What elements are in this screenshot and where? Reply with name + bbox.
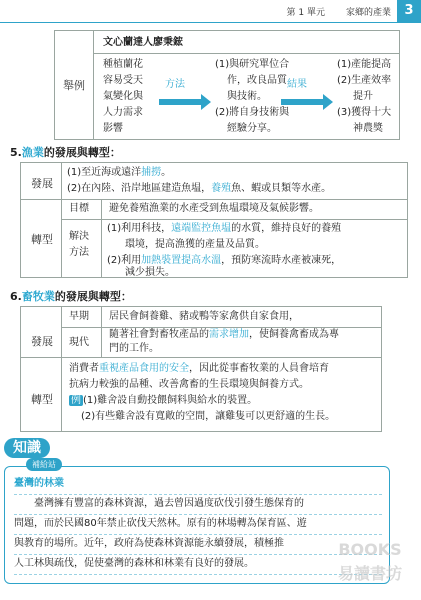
- knowledge-badge-sub: 補給站: [26, 458, 62, 471]
- fishery-col-divider: [61, 163, 62, 277]
- section-6-rest: 的發展與轉型：: [54, 290, 132, 303]
- fishery-goal-text: 避免養殖漁業的水產受到魚塭環境及氣候影響。: [109, 203, 319, 214]
- fishery-goal-divider: [61, 199, 407, 200]
- col3-line: 神農獎: [353, 123, 383, 134]
- livestock-modern-label: 現代: [69, 337, 89, 348]
- col3-line: 提升: [353, 91, 373, 102]
- fishery-transform-label: 轉型: [31, 233, 53, 246]
- page-number: 3: [397, 0, 421, 22]
- example-table: [54, 30, 400, 140]
- knowledge-line: 與教育的場所。近年，政府為使森林資源能永續發展，積極推: [14, 538, 284, 549]
- fishery-method-line: 環境，提高漁獲的產量及品質。: [125, 239, 265, 250]
- watermark-line1: BOOKS: [338, 540, 402, 559]
- fishery-method-label: 方法: [69, 247, 89, 258]
- livestock-col-divider: [61, 307, 62, 431]
- livestock-example-line: (2)有些雞舍設有寬敞的空間，讓雞隻可以更舒適的生長。: [81, 411, 336, 422]
- col1-line: 容易受天: [103, 75, 143, 86]
- livestock-develop-label: 發展: [31, 335, 53, 348]
- livestock-table: [20, 306, 382, 432]
- col2-line: 作，改良品質: [227, 75, 287, 86]
- livestock-transform-line: 抗病力較強的品種、改善禽畜的生長環境與飼養方式。: [69, 379, 309, 390]
- livestock-row-divider: [21, 357, 381, 358]
- col2-line: (2)將自身技術與: [215, 107, 290, 118]
- section-5-highlight: 漁業: [21, 146, 44, 159]
- col1-line: 氣變化與: [103, 91, 143, 102]
- fishery-method-label: 解決: [69, 231, 89, 242]
- result-arrow: [281, 93, 333, 111]
- unit-label: 第 1 單元: [286, 8, 325, 18]
- livestock-sub-col-divider: [101, 307, 102, 357]
- method-arrow: [159, 93, 211, 111]
- livestock-example-line: 例 (1)雞舍設自動投餵飼料與給水的裝置。: [71, 395, 258, 406]
- example-title-divider: [93, 53, 399, 54]
- knowledge-line: 人工林與疏伐，促使臺灣的森林和林業有良好的發展。: [14, 558, 254, 569]
- section-5-title: [10, 144, 121, 160]
- chapter-label: 家鄉的產業: [345, 8, 391, 18]
- knowledge-line: 問題，而於民國80年禁止砍伐天然林。原有的林場轉為保育區、遊: [14, 518, 307, 529]
- fishery-sub-col-divider: [101, 199, 102, 277]
- watermark-logo: [320, 460, 420, 600]
- fishery-method-line: (1)利用科技，遠端監控魚塭的水質，維持良好的養殖: [107, 223, 342, 234]
- fishery-method-line: (2)利用加熱裝置提高水溫，預防寒流時水產被凍死，: [107, 255, 342, 266]
- fishery-develop-line: (2)在內陸、沿岸地區建造魚塭，養殖魚、蝦或貝類等水產。: [67, 183, 332, 194]
- fishery-method-divider: [61, 219, 407, 220]
- section-5-num: 5.: [10, 146, 22, 159]
- fishery-method-line: 減少損失。: [125, 267, 175, 278]
- livestock-transform-line: 消費者重視產品食用的安全，因此從事畜牧業的人員會培育: [69, 363, 329, 374]
- knowledge-line: 臺灣擁有豐富的森林資源，過去曾因過度砍伐引發生態保育的: [34, 498, 304, 509]
- col2-line: (1)與研究單位合: [215, 59, 290, 70]
- example-divider: [93, 31, 94, 139]
- fishery-develop-label: 發展: [31, 177, 53, 190]
- livestock-early-label: 早期: [69, 311, 89, 322]
- col3-line: (1)產能提高: [337, 59, 392, 70]
- col3-line: (3)獲得十大: [337, 107, 392, 118]
- example-title: 文心蘭達人廖秉鋐: [103, 37, 183, 48]
- method-arrow-label: 方法: [165, 79, 185, 90]
- fishery-goal-label: 目標: [69, 203, 89, 214]
- col1-line: 影響: [103, 123, 123, 134]
- knowledge-badge: 知識: [4, 438, 50, 458]
- knowledge-title: 臺灣的林業: [14, 478, 64, 489]
- col2-line: 經驗分享。: [227, 123, 277, 134]
- section-6-title: [10, 288, 132, 304]
- col1-line: 人力需求: [103, 107, 143, 118]
- col1-line: 種植蘭花: [103, 59, 143, 70]
- fishery-table: [20, 162, 408, 278]
- fishery-develop-line: (1)至近海或遠洋捕撈。: [67, 167, 172, 178]
- example-icon: 例: [71, 395, 81, 406]
- section-6-num: 6.: [10, 290, 22, 303]
- section-6-highlight: 畜牧業: [21, 290, 55, 303]
- watermark-line2: 易讀書坊: [337, 564, 402, 583]
- livestock-modern-line: 隨著社會對畜牧產品的需求增加，使飼養禽畜成為專: [109, 329, 339, 340]
- header-divider: [0, 22, 421, 23]
- col2-line: 與技術。: [227, 91, 267, 102]
- col3-line: (2)生產效率: [337, 75, 392, 86]
- livestock-modern-line: 門的工作。: [109, 343, 159, 354]
- example-label: 舉例: [63, 79, 85, 92]
- livestock-early-text: 居民會飼養雞、豬或鴨等家禽供自家食用，: [109, 311, 299, 322]
- section-5-rest: 的發展與轉型：: [43, 146, 121, 159]
- livestock-transform-label: 轉型: [31, 393, 53, 406]
- result-arrow-label: 結果: [287, 79, 307, 90]
